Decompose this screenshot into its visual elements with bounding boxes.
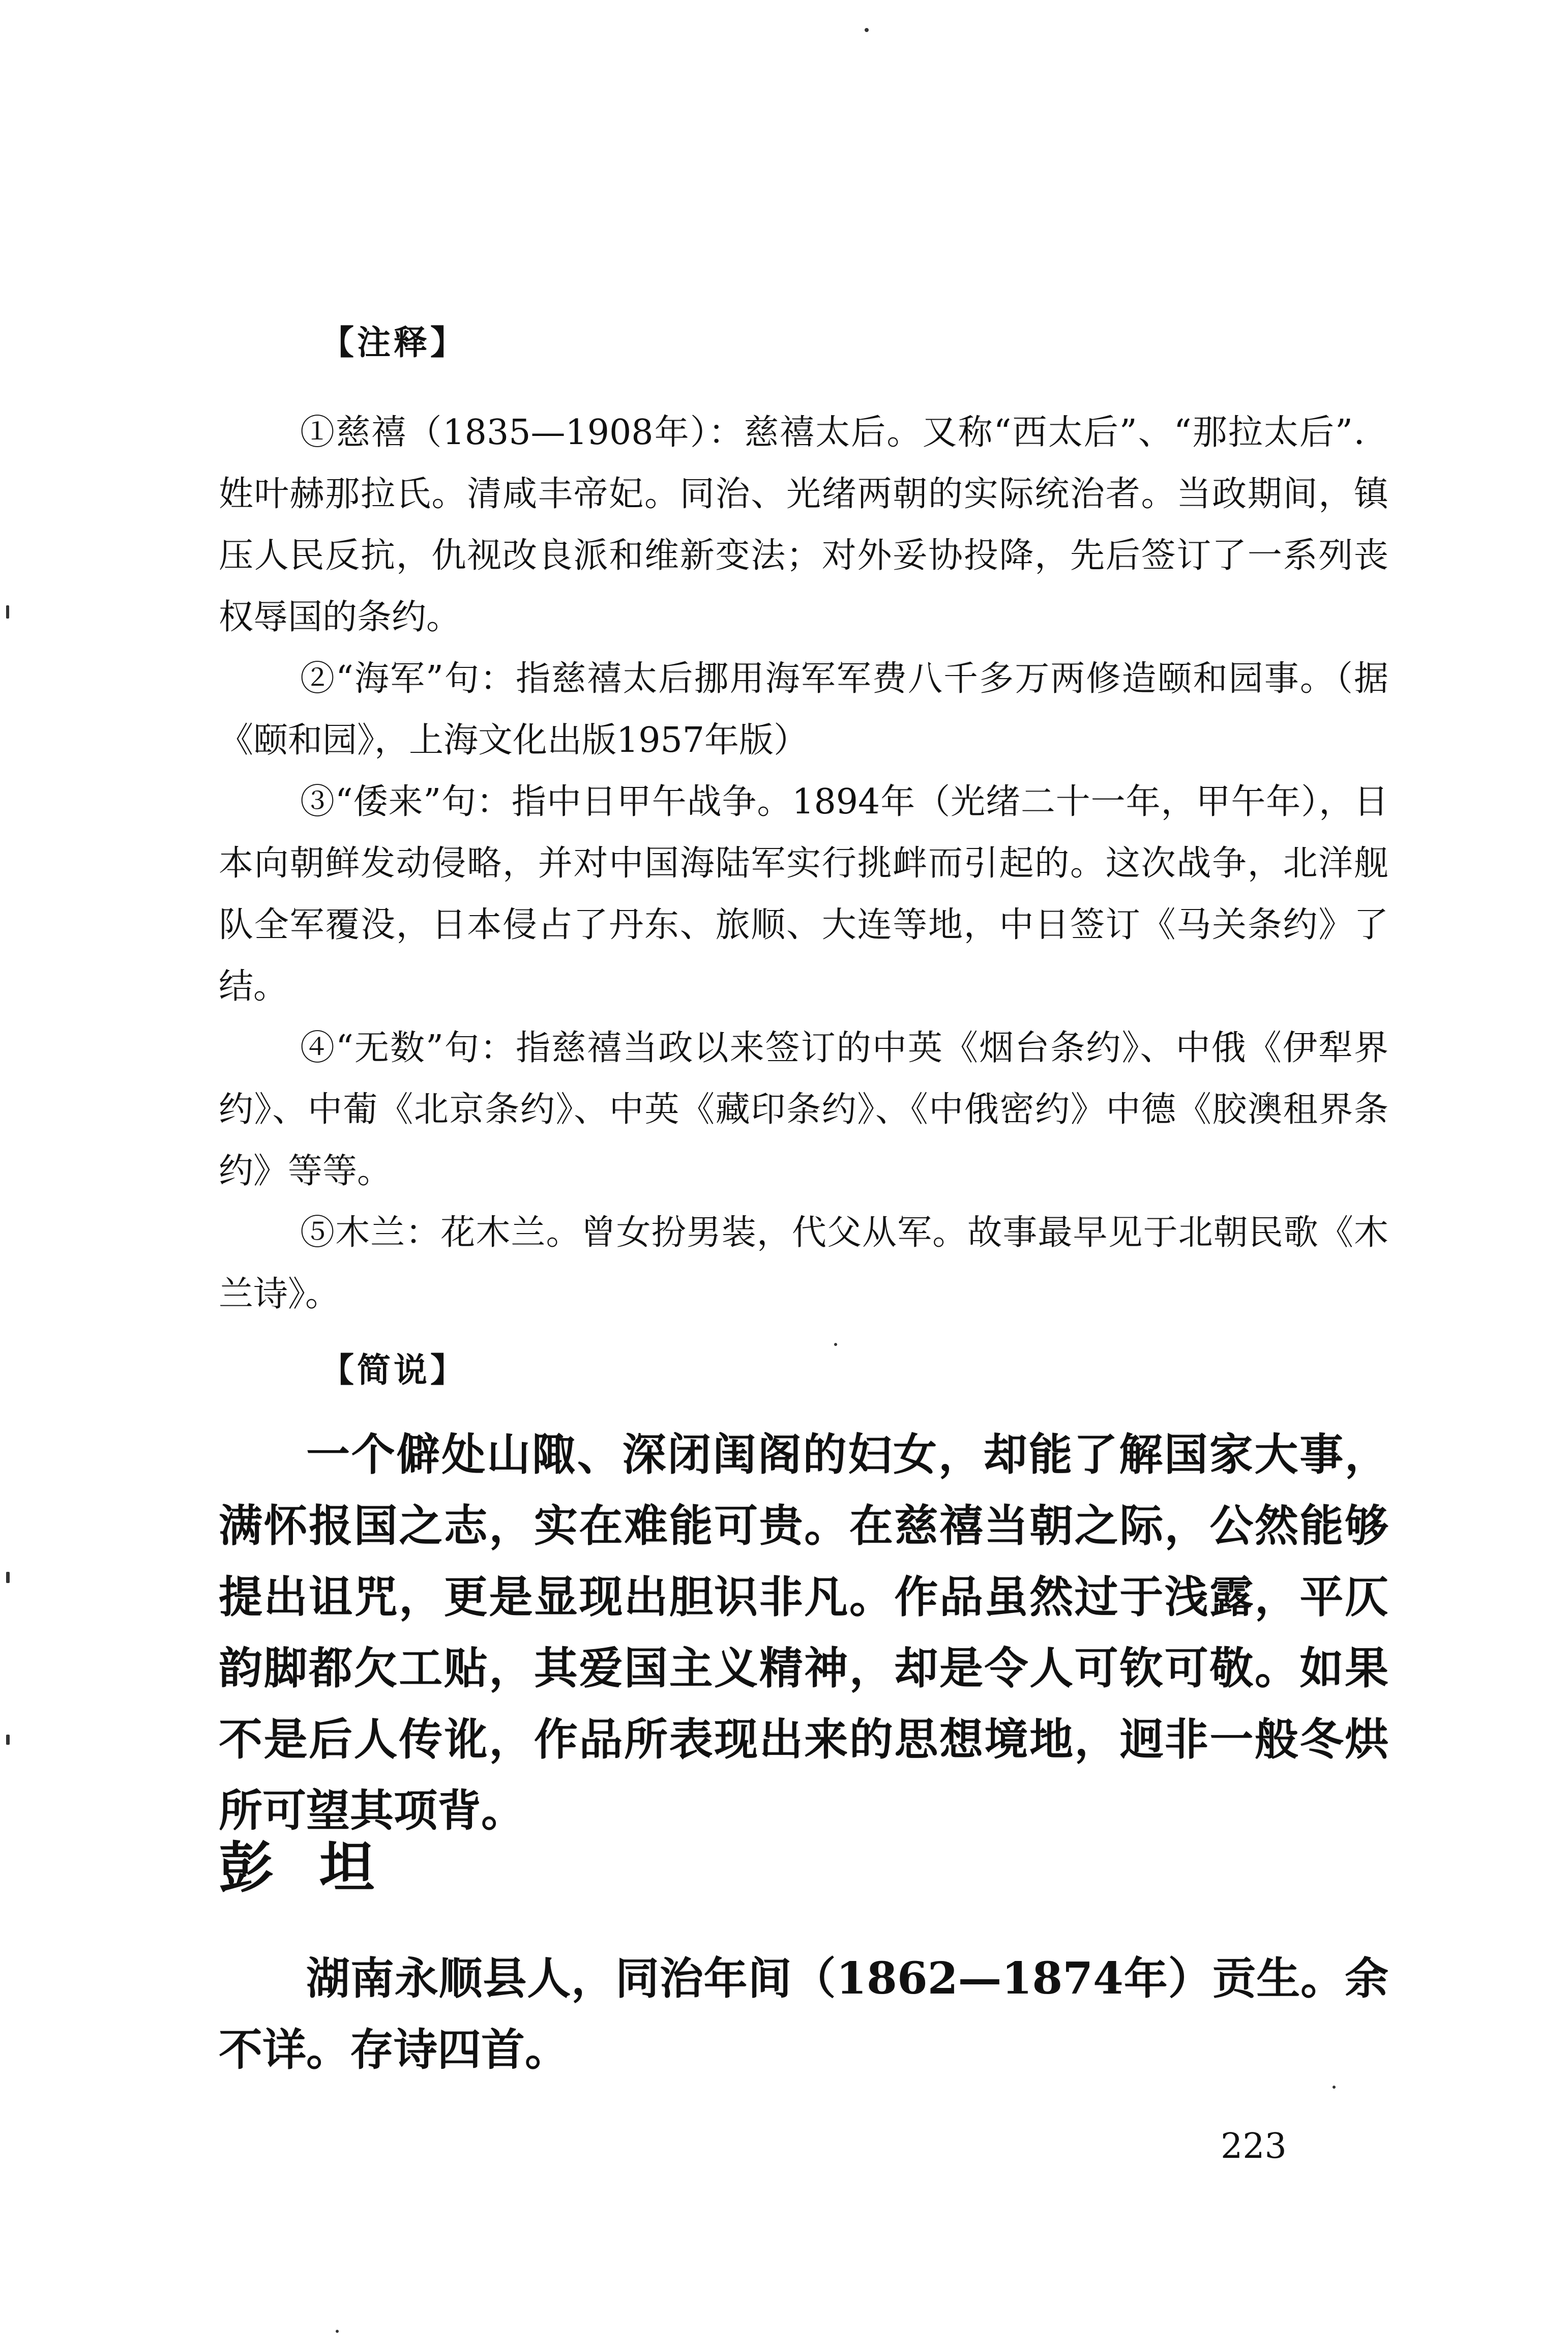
note-4: ④“无数”句：指慈禧当政以来签订的中英《烟台条约》、中俄《伊犁界约》、中葡《北京条约》、中英《藏印条约》、《中俄密约》中德《胶澳租界条约》等等。 [219,1028,1388,1191]
scan-speck [865,28,869,32]
note-2: ②“海军”句：指慈禧太后挪用海军军费八千多万两修造颐和园事。（据《颐和园》，上海文化出版1957年版） [219,659,1388,760]
page-number: 223 [1221,2126,1287,2166]
scan-speck [6,1735,10,1745]
note-3: ③“倭来”句：指中日甲午战争。1894年（光绪二十一年，甲午年），日本向朝鲜发动侵略，并对中国海陆军实行挑衅而引起的。这次战争，北洋舰队全军覆没，日本侵占了丹东、旅顺、大连等地，中日签订《马关条约》了结。 [219,782,1388,1007]
scan-speck [336,2330,339,2333]
scan-speck [1333,2086,1336,2089]
annotations-heading: 【注释】 [320,323,467,362]
brief-text: 一个僻处山陬、深闭闺阁的妇女，却能了解国家大事，满怀报国之志，实在难能可贵。在慈禧当朝之际，公然能够提出诅咒，更是显现出胆识非凡。作品虽然过于浅露，平仄韵脚都欠工贴，其爱国主义精神，却是令人可钦可敬。如果不是后人传讹，作品所表现出来的思想境地，迥非一般冬烘所可望其项背。 [219,1429,1388,1836]
poet-bio: 湖南永顺县人，同治年间（1862—1874年）贡生。余不详。存诗四首。 [219,1953,1388,2075]
brief-section [219,1419,1388,1847]
poet-name: 彭坦 [219,1836,421,1900]
note-5: ⑤木兰：花木兰。曾女扮男装，代父从军。故事最早见于北朝民歌《木兰诗》。 [219,1213,1388,1314]
annotations-notes [219,402,1388,1325]
brief-heading: 【简说】 [320,1351,467,1390]
note-1: ①慈禧（1835—1908年）：慈禧太后。又称“西太后”、“那拉太后”．姓叶赫那拉氏。清咸丰帝妃。同治、光绪两朝的实际统治者。当政期间，镇压人民反抗，仇视改良派和维新变法；对外妥协投降，先后签订了一系列丧权辱国的条约。 [219,413,1388,637]
poet-bio-section [219,1943,1388,2086]
scan-speck [6,1572,10,1583]
scan-speck [6,605,9,619]
scan-speck [834,1343,837,1346]
